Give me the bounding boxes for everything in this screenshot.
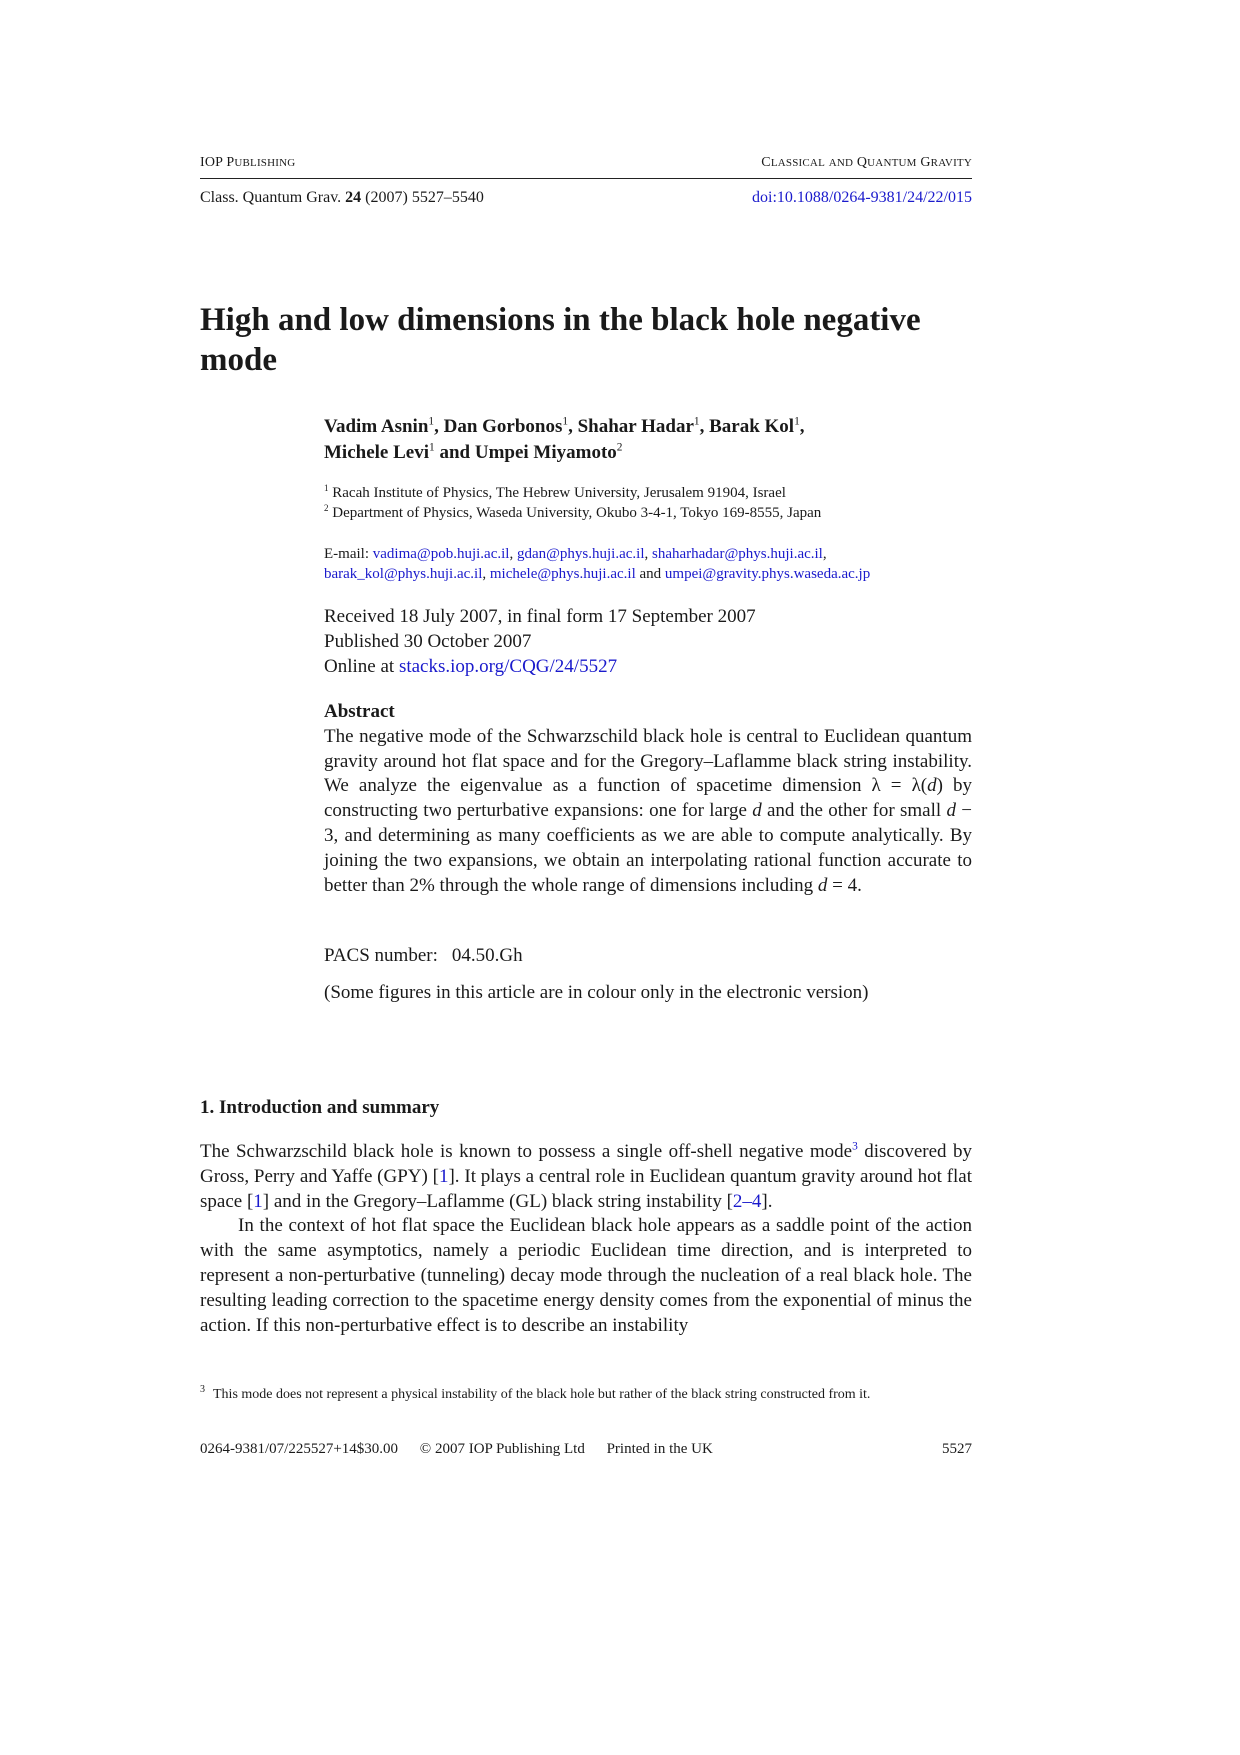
received-date: Received 18 July 2007, in final form 17 September 2007 xyxy=(324,606,756,627)
citation-link[interactable]: 1 xyxy=(253,1190,263,1212)
paper-title: High and low dimensions in the black hole negative mode xyxy=(200,302,921,378)
affiliations xyxy=(324,483,821,523)
online-link[interactable]: stacks.iop.org/CQG/24/5527 xyxy=(398,656,618,677)
affiliation-item: $^2$ Department of Physics, Waseda University, Okubo 3-4-1, Tokyo 169-8555, Japan xyxy=(324,503,822,521)
published-date: Published 30 October 2007 xyxy=(324,631,532,652)
email-link[interactable]: shaharhadar@phys.huji.ac.il xyxy=(652,546,823,562)
running-header-publisher: IOP PUBLISHING xyxy=(200,155,296,170)
email-link[interactable]: umpei@gravity.phys.waseda.ac.jp xyxy=(664,566,871,582)
email-link[interactable]: barak_kol@phys.huji.ac.il xyxy=(324,566,483,582)
running-header-journal: CLASSICAL AND QUANTUM GRAVITY xyxy=(761,155,972,170)
author-list: Vadim Asnin$^1$, Dan Gorbonos$^1$, Shahar Hadar$^1$, Barak Kol$^1$, Michele Levi$^1$ and Umpei Miyamoto$^2$ xyxy=(324,415,805,463)
abstract xyxy=(324,700,972,898)
paragraph: The Schwarzschild black hole is known to possess a single off-shell negative mode$^3$ discovered by Gross, Perry and Yaffe (GPY) [1]. It plays a central role in Euclidean quantum gravity around hot flat space [1] and in the Gregory–Laflamme (GL) black string instability [2–4]. xyxy=(200,1140,972,1212)
email-link[interactable]: gdan@phys.huji.ac.il xyxy=(516,546,645,562)
email-block: E-mail: vadima@pob.huji.ac.il, gdan@phys.huji.ac.il, shaharhadar@phys.huji.ac.il, barak_kol@phys.huji.ac.il, michele@phys.huji.ac.il and umpei@gravity.phys.waseda.ac.jp xyxy=(324,546,871,582)
pacs-number: PACS number: 04.50.Gh xyxy=(324,945,523,966)
author-name: Dan Gorbonos xyxy=(443,416,563,437)
author-name: Michele Levi xyxy=(324,442,429,463)
author-name: Barak Kol xyxy=(709,416,795,437)
header-rule xyxy=(200,178,972,179)
affiliation-item: $^1$ Racah Institute of Physics, The Hebrew University, Jerusalem 91904, Israel xyxy=(324,483,786,501)
publication-dates xyxy=(324,604,756,679)
citation-link[interactable]: 2–4 xyxy=(732,1190,762,1212)
paragraph: In the context of hot flat space the Euclidean black hole appears as a saddle point of the action with the same asymptotics, namely a periodic Euclidean time direction, and is interpreted to represent a non-perturbative (tunneling) decay mode through the nucleation of a real black hole. The resulting leading correction to the spacetime energy density comes from the exponential of minus the action. If this non-perturbative effect is to describe an instability xyxy=(200,1215,972,1336)
journal-citation: Class. Quantum Grav. 24 (2007) 5527–5540 xyxy=(200,189,484,206)
footnote-ref[interactable]: 3 xyxy=(852,1140,858,1153)
colour-note: (Some figures in this article are in colour only in the electronic version) xyxy=(324,982,869,1003)
author-name: Vadim Asnin xyxy=(324,416,429,437)
online-line: Online at stacks.iop.org/CQG/24/5527 xyxy=(324,656,618,677)
page-number: 5527 xyxy=(942,1441,972,1457)
abstract-text: The negative mode of the Schwarzschild black hole is central to Euclidean quantum gravity around hot flat space and for the Gregory–Laflamme black string instability. We analyze the eigenvalue as a function of spacetime dimension λ = λ(d) by constructing two perturbative expansions: one for large d and the other for small d − 3, and determining as many coefficients as we are able to compute analytically. By joining the two expansions, we obtain an interpolating rational function accurate to better than 2% through the whole range of dimensions including d = 4. xyxy=(324,725,972,896)
abstract-heading: Abstract xyxy=(324,701,395,722)
email-link[interactable]: michele@phys.huji.ac.il xyxy=(489,566,636,582)
section-heading: 1. Introduction and summary xyxy=(200,1097,440,1118)
author-name: Umpei Miyamoto xyxy=(474,442,617,463)
doi-link[interactable]: doi:10.1088/0264-9381/24/22/015 xyxy=(752,189,972,206)
page-footer: 0264-9381/07/225527+14$30.00 © 2007 IOP Publishing Ltd Printed in the UK xyxy=(200,1441,713,1457)
body-text xyxy=(200,1140,972,1338)
author-name: Shahar Hadar xyxy=(577,416,694,437)
citation-link[interactable]: 1 xyxy=(438,1165,449,1187)
email-link[interactable]: vadima@pob.huji.ac.il xyxy=(372,546,510,562)
footnote: $^3$ This mode does not represent a physical instability of the black hole but rather of the black string constructed from it. xyxy=(200,1384,871,1402)
